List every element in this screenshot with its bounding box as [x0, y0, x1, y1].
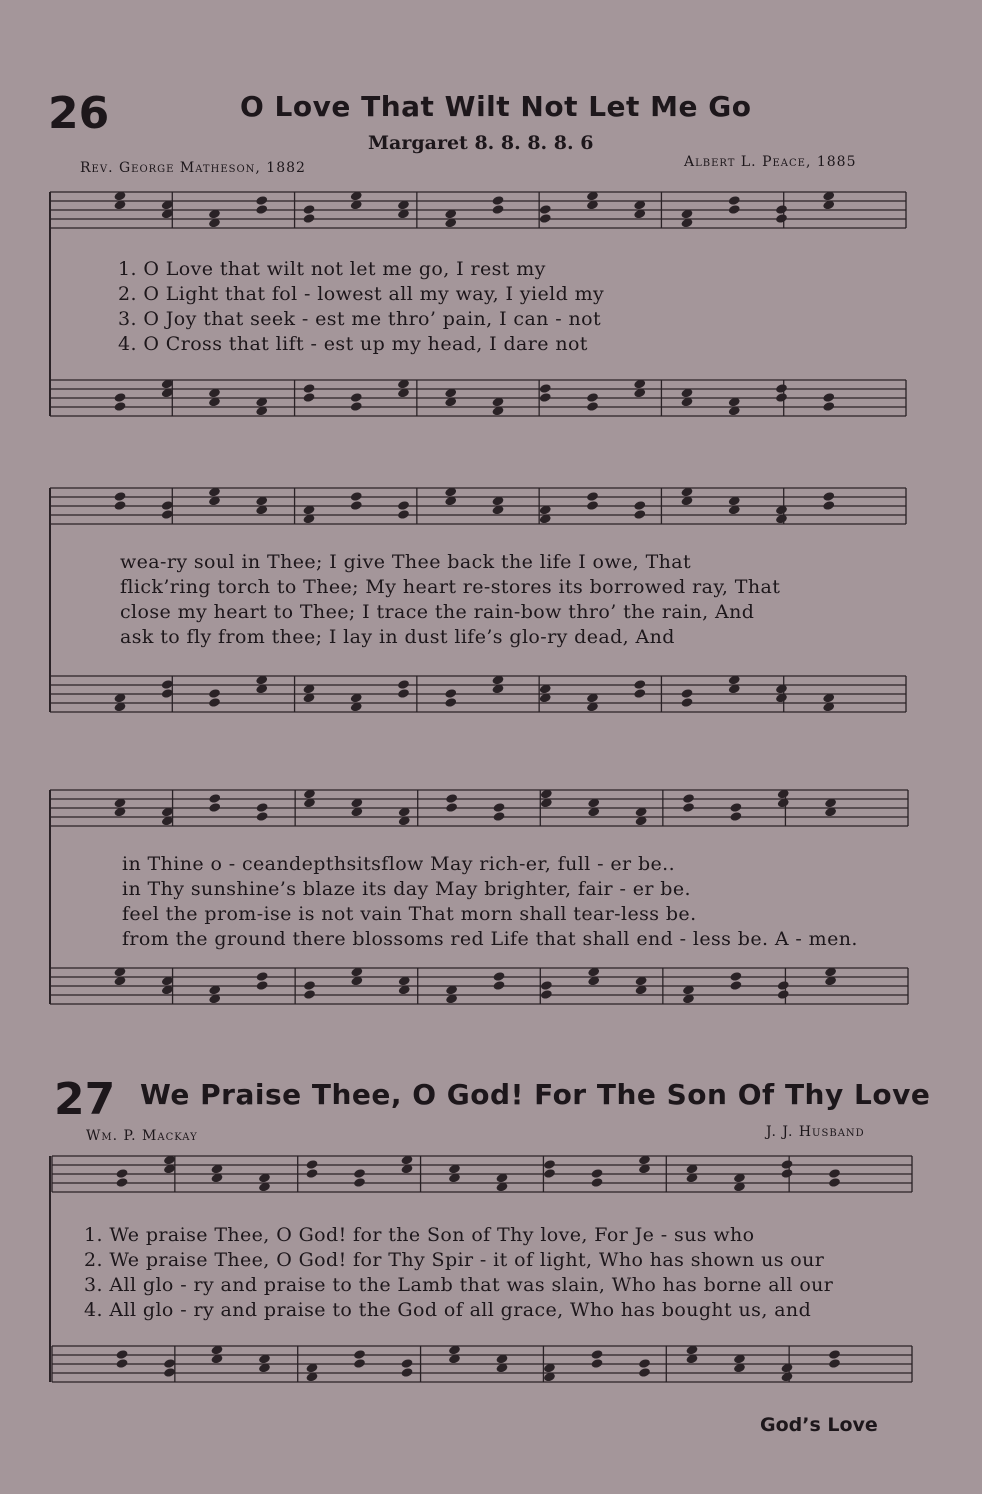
lyric-line: wea-ry soul in Thee; I give Thee back the life I owe, That [120, 551, 692, 573]
lyric-line: 2. O Light that fol - lowest all my way, I yield my [118, 283, 605, 305]
lyric-line: in Thine o - ceandepthsitsflow May rich-er, full - er be.. [122, 853, 676, 875]
hymn-number: 26 [48, 88, 110, 139]
lyric-line: feel the prom-ise is not vain That morn shall tear-less be. [122, 903, 697, 925]
lyric-line: 3. O Joy that seek - est me thro’ pain, I can - not [118, 308, 602, 330]
lyric-line: 3. All glo - ry and praise to the Lamb that was slain, Who has borne all our [84, 1274, 834, 1296]
music-credit: Albert L. Peace, 1885 [684, 154, 857, 170]
lyric-line: 2. We praise Thee, O God! for Thy Spir - it of light, Who has shown us our [84, 1249, 825, 1271]
hymn-title: We Praise Thee, O God! For The Son Of Thy Love [140, 1078, 931, 1111]
lyric-line: 4. All glo - ry and praise to the God of all grace, Who has bought us, and [84, 1299, 812, 1321]
lyric-line: in Thy sunshine’s blaze its day May brighter, fair - er be. [122, 878, 691, 900]
hymn-number: 27 [54, 1074, 116, 1125]
lyric-line: flick’ring torch to Thee; My heart re-stores its borrowed ray, That [120, 576, 781, 598]
lyric-line: 1. O Love that wilt not let me go, I rest my [118, 258, 546, 280]
verse-block-system-2 [120, 551, 780, 651]
lyric-line: from the ground there blossoms red Life that shall end - less be. A - men. [122, 928, 858, 950]
lyric-line: close my heart to Thee; I trace the rain-bow thro’ the rain, And [120, 601, 755, 623]
tune-name: Margaret 8. 8. 8. 8. 6 [368, 132, 594, 154]
verse-block-system-3 [122, 853, 858, 953]
lyric-line: 4. O Cross that lift - est up my head, I dare not [118, 333, 588, 355]
music-credit: J. J. Husband [766, 1124, 865, 1140]
section-footer: God’s Love [760, 1414, 878, 1436]
lyric-line: ask to fly from thee; I lay in dust life’s glo-ry dead, And [120, 626, 675, 648]
words-credit: Wm. P. Mackay [86, 1128, 198, 1144]
verse-block-hymn-27 [84, 1224, 833, 1324]
words-credit: Rev. George Matheson, 1882 [80, 160, 306, 176]
verse-block-system-1 [118, 258, 604, 358]
hymn-title: O Love That Wilt Not Let Me Go [240, 90, 752, 123]
lyric-line: 1. We praise Thee, O God! for the Son of Thy love, For Je - sus who [84, 1224, 755, 1246]
